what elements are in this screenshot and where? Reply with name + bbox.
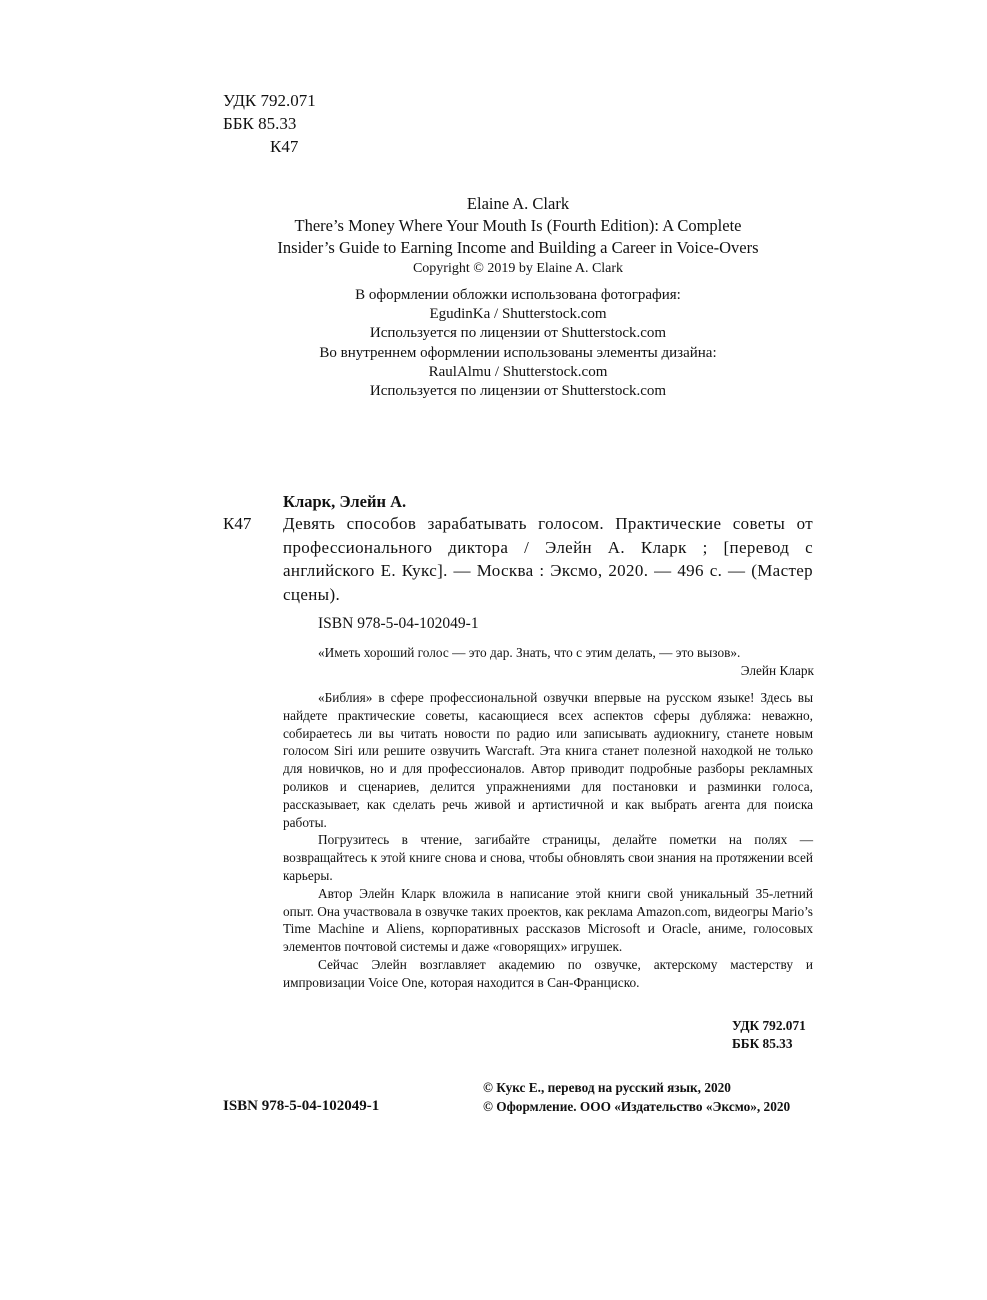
epigraph-author: Элейн Кларк	[740, 663, 814, 678]
design-credit-line: В оформлении обложки использована фотография:	[355, 287, 681, 303]
annotation-paragraph: Автор Элейн Кларк вложила в написание этой книги свой уникальный 35-летний опыт. Она участвовала в озвучке таких проектов, как реклама Amazon.com, видеогры Mario’s Time Machine и Aliens, корпоративных рассказов Microsoft и Oracle, аниме, голосовых элементов почтовой системы и даже «говорящих» игрушек.	[283, 885, 813, 955]
design-credit-line: Используется по лицензии от Shutterstock.com	[369, 383, 667, 400]
original-copyright: Copyright © 2019 by Elaine A. Clark	[412, 261, 624, 276]
copyright-design: © Оформление. ООО «Издательство «Эксмо», 2020	[483, 1099, 791, 1114]
bbk-code: ББК 85.33	[223, 114, 297, 133]
annotation-paragraph: Погрузитесь в чтение, загибайте страницы, делайте пометки на полях — возвращайтесь к этой книге снова и снова, чтобы обновлять свои знания на протяжении всей карьеры.	[283, 832, 813, 883]
card-description: Девять способов зарабатывать голосом. Практические советы от профессионального диктора / Элейн А. Кларк ; [перевод с английского Е. Кукс]. — Москва : Эксмо, 2020. — 496 с. — (Мастер сцены).	[283, 514, 813, 604]
design-credit-line: Во внутреннем оформлении использованы элементы дизайна:	[319, 344, 717, 361]
original-author: Elaine A. Clark	[466, 194, 570, 213]
author-sign: К47	[270, 137, 299, 156]
epigraph-quote: «Иметь хороший голос — это дар. Знать, что с этим делать, — это вызов».	[318, 645, 741, 660]
design-credits	[200, 286, 836, 401]
footer-bbk: ББК 85.33	[732, 1036, 793, 1051]
card-author: Кларк, Элейн А.	[283, 492, 407, 511]
footer-isbn: ISBN 978-5-04-102049-1	[223, 1098, 380, 1114]
original-edition-info	[200, 193, 836, 259]
footer-copyright	[483, 1078, 790, 1116]
card-isbn: ISBN 978-5-04-102049-1	[318, 615, 479, 632]
design-credit-line: Используется по лицензии от Shutterstock.com	[369, 325, 667, 342]
design-credit-line: RaulAlmu / Shutterstock.com	[428, 363, 608, 380]
annotation-paragraph: Сейчас Элейн возглавляет академию по озвучке, актерскому мастерству и импровизации Voice One, которая находится в Сан-Франциско.	[283, 956, 813, 990]
design-credit-line: EgudinKa / Shutterstock.com	[429, 306, 607, 323]
copyright-translation: © Кукс Е., перевод на русский язык, 2020	[483, 1080, 731, 1095]
card-author-sign: К47	[223, 514, 252, 533]
annotation	[283, 689, 813, 992]
annotation-paragraph: «Библия» в сфере профессиональной озвучки впервые на русском языке! Здесь вы найдете практические советы, касающиеся всех аспектов сферы дубляжа: неважно, собираетесь ли вы читать новости по радио или записывать аудиокнигу, станете новым голосом Siri или решите озвучить Warcraft. Эта книга станет полезной находкой не только для новичков, но и для профессионалов. Автор приводит подробные разборы рекламных роликов и сценариев, делится упражнениями для постановки и разминки голоса, рассказывает, как сделать речь живой и артистичной и как выбрать агента для поиска работы.	[283, 690, 813, 830]
udk-code: УДК 792.071	[223, 91, 316, 110]
original-title-line-1: There’s Money Where Your Mouth Is (Fourth Edition): A Complete	[294, 216, 742, 235]
original-title-line-2: Insider’s Guide to Earning Income and Building a Career in Voice-Overs	[277, 238, 759, 257]
footer-udk: УДК 792.071	[732, 1018, 806, 1033]
